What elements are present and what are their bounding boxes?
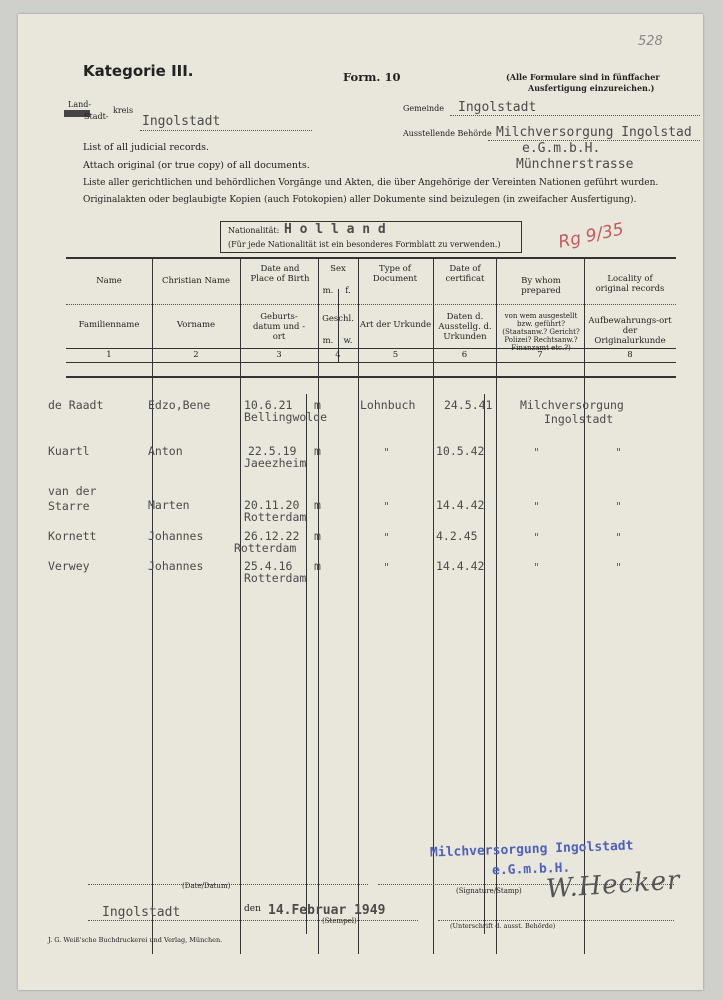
row-1-doc: Lohnbuch	[360, 398, 416, 412]
institution-stamp-line-2: e.G.m.b.H.	[491, 860, 571, 879]
row-5-birth-date: 25.4.16	[244, 559, 293, 573]
ausstellende-label: Ausstellende Behörde	[403, 129, 492, 138]
row-5-sex: m	[314, 559, 321, 573]
row-1-sex: m	[314, 398, 321, 412]
row-5-first-name: Johannes	[148, 559, 204, 573]
date-value: 14.Februar 1949	[268, 903, 386, 918]
col-5-header-de: Art der Urkunde	[359, 320, 432, 330]
col-4-sub-de-m: m.	[322, 336, 334, 346]
col-4-header-de: Geschl.	[322, 314, 354, 324]
row-2-by: "	[534, 446, 540, 459]
row-3-surname-2: Starre	[48, 499, 90, 513]
row-2-birth-place: Jaeezheim	[244, 456, 307, 470]
col-4-number: 4	[335, 350, 341, 360]
row-1-surname: de Raadt	[48, 398, 104, 412]
col-5-header-en: Type of Document	[372, 264, 418, 284]
col-4-sub-en-f: f.	[345, 286, 351, 296]
ausstellende-dots	[488, 140, 700, 141]
red-pencil-mark: Rg 9/35	[556, 219, 626, 253]
col-4-header-en: Sex	[330, 264, 346, 274]
place-value: Ingolstadt	[102, 905, 181, 920]
form-number: Form. 10	[343, 70, 401, 84]
place-date-line	[88, 920, 418, 921]
row-2-birth-date: 22.5.19	[248, 444, 297, 458]
col-7-header-de: von wem ausgestellt bzw. geführt? (Staatsanw.? Gericht? Polizei? Rechtsanw.? Finanzamt etc.?)	[502, 312, 580, 352]
row-4-date: 4.2.45	[436, 529, 478, 543]
row-1-date: 24.5.41	[444, 398, 493, 412]
col-8-number: 8	[627, 350, 633, 360]
row-5-by: "	[534, 561, 540, 574]
row-1-by: Milchversorgung	[520, 398, 624, 412]
ausstellende-line-2: e.G.m.b.H.	[522, 141, 601, 156]
row-5-loc: "	[616, 561, 622, 574]
row-5-surname: Verwey	[48, 559, 90, 573]
row-1-birth-date: 10.6.21	[244, 398, 293, 412]
col-3-number: 3	[276, 350, 282, 360]
nationality-value: H o l l a n d	[284, 222, 386, 237]
unterschrift-line	[438, 920, 674, 921]
col-1-header-en: Name	[96, 276, 122, 286]
row-4-surname: Kornett	[48, 529, 97, 543]
copies-note-1: (Alle Formulare sind in fünffacher	[506, 72, 660, 82]
landkreis-prefix-struck: Land-	[68, 100, 92, 109]
col-2-number: 2	[193, 350, 199, 360]
col-4-sub-de-w: w.	[343, 336, 353, 346]
row-4-loc: "	[616, 531, 622, 544]
row-3-loc: "	[616, 500, 622, 513]
col-2-header-de: Vorname	[176, 320, 216, 330]
row-2-loc: "	[616, 446, 622, 459]
col-1-header-de: Familienname	[78, 320, 140, 330]
printer-imprint: J. G. Weiß'sche Buchdruckerei und Verlag, München.	[48, 936, 223, 944]
row-4-birth-date: 26.12.22	[244, 529, 300, 543]
nationality-note: (Für jede Nationalität ist ein besonderes Formblatt zu verwenden.)	[228, 240, 501, 249]
row-1-birth-place: Bellingwolde	[244, 410, 328, 424]
col-1-number: 1	[106, 350, 112, 360]
row-4-by: "	[534, 531, 540, 544]
landkreis-suffix: kreis	[113, 106, 134, 115]
instruction-4: Originalakten oder beglaubigte Kopien (auch Fotokopien) aller Dokumente sind beizulegen (in zweifacher Ausfertigung).	[83, 195, 637, 205]
col-4-sub-en-m: m.	[322, 286, 334, 296]
col-7-number: 7	[537, 350, 543, 360]
gemeinde-line	[450, 115, 700, 116]
row-5-doc: "	[384, 561, 390, 574]
instruction-1: List of all judicial records.	[83, 142, 210, 153]
row-4-first-name: Johannes	[148, 529, 204, 543]
nationality-label: Nationalität:	[228, 226, 280, 235]
ausstellende-line-1: Milchversorgung Ingolstad	[496, 125, 692, 140]
col-6-number: 6	[461, 350, 468, 360]
row-3-birth-place: Rotterdam	[244, 510, 307, 524]
col-7-header-en: By whom prepared	[521, 276, 561, 296]
row-3-date: 14.4.42	[436, 498, 485, 512]
row-3-birth-date: 20.11.20	[244, 498, 300, 512]
row-2-doc: "	[384, 446, 390, 459]
row-3-surname: van der	[48, 484, 97, 498]
col-5-number: 5	[392, 350, 399, 360]
stempel-label: (Stempel)	[322, 917, 357, 925]
row-2-date: 10.5.42	[436, 444, 485, 458]
col-2-header-en: Christian Name	[161, 276, 231, 286]
handwritten-signature: W.Hecker	[545, 865, 682, 905]
landkreis-value: Ingolstadt	[142, 114, 221, 129]
date-label: (Date/Datum)	[182, 882, 231, 890]
gemeinde-value: Ingolstadt	[458, 100, 537, 115]
row-4-doc: "	[384, 531, 390, 544]
col-3-header-en: Date and Place of Birth	[250, 264, 310, 284]
row-4-sex: m	[314, 529, 321, 543]
institution-stamp-line-1: Milchversorgung Ingolstadt	[429, 838, 634, 861]
category-title: Kategorie III.	[83, 62, 194, 80]
landkreis-line	[140, 130, 312, 131]
copies-note-2: Ausfertigung einzureichen.)	[528, 83, 655, 93]
gemeinde-label: Gemeinde	[403, 104, 445, 113]
ausstellende-line-3: Münchnerstrasse	[516, 157, 634, 172]
instruction-2: Attach original (or true copy) of all documents.	[83, 160, 310, 171]
row-1-first-name: Edzo,Bene	[148, 398, 211, 412]
row-4-birth-place: Rotterdam	[234, 541, 297, 555]
unterschrift-label: (Unterschrift d. ausst. Behörde)	[450, 922, 556, 930]
col-8-header-de: Aufbewahrungs-ort der Originalurkunde	[588, 316, 672, 346]
den-label: den	[244, 904, 261, 914]
instruction-3: Liste aller gerichtlichen und behördlichen Vorgänge und Akten, die über Angehörige der Vereinten Nationen geführt wurden.	[83, 178, 659, 188]
signature-label: (Signature/Stamp)	[456, 887, 522, 895]
row-2-sex: m	[314, 444, 321, 458]
row-5-birth-place: Rotterdam	[244, 571, 307, 585]
row-2-first-name: Anton	[148, 444, 183, 458]
signature-line	[378, 884, 674, 885]
col-6-header-de: Daten d. Ausstellg. d. Urkunden	[438, 312, 492, 342]
row-1-by2: Ingolstadt	[544, 412, 614, 426]
col-8-header-en: Locality of original records	[595, 274, 665, 294]
row-5-date: 14.4.42	[436, 559, 485, 573]
col-6-header-en: Date of certificat	[445, 264, 485, 284]
page-number: 528	[638, 34, 663, 49]
landkreis-prefix: Stadt-	[84, 112, 109, 121]
row-2-surname: Kuartl	[48, 444, 90, 458]
row-3-by: "	[534, 500, 540, 513]
col-3-header-de: Geburts-datum und -ort	[252, 312, 306, 342]
row-3-sex: m	[314, 498, 321, 512]
row-3-doc: "	[384, 500, 390, 513]
document-sheet	[18, 14, 703, 990]
row-3-first-name: Marten	[148, 498, 190, 512]
